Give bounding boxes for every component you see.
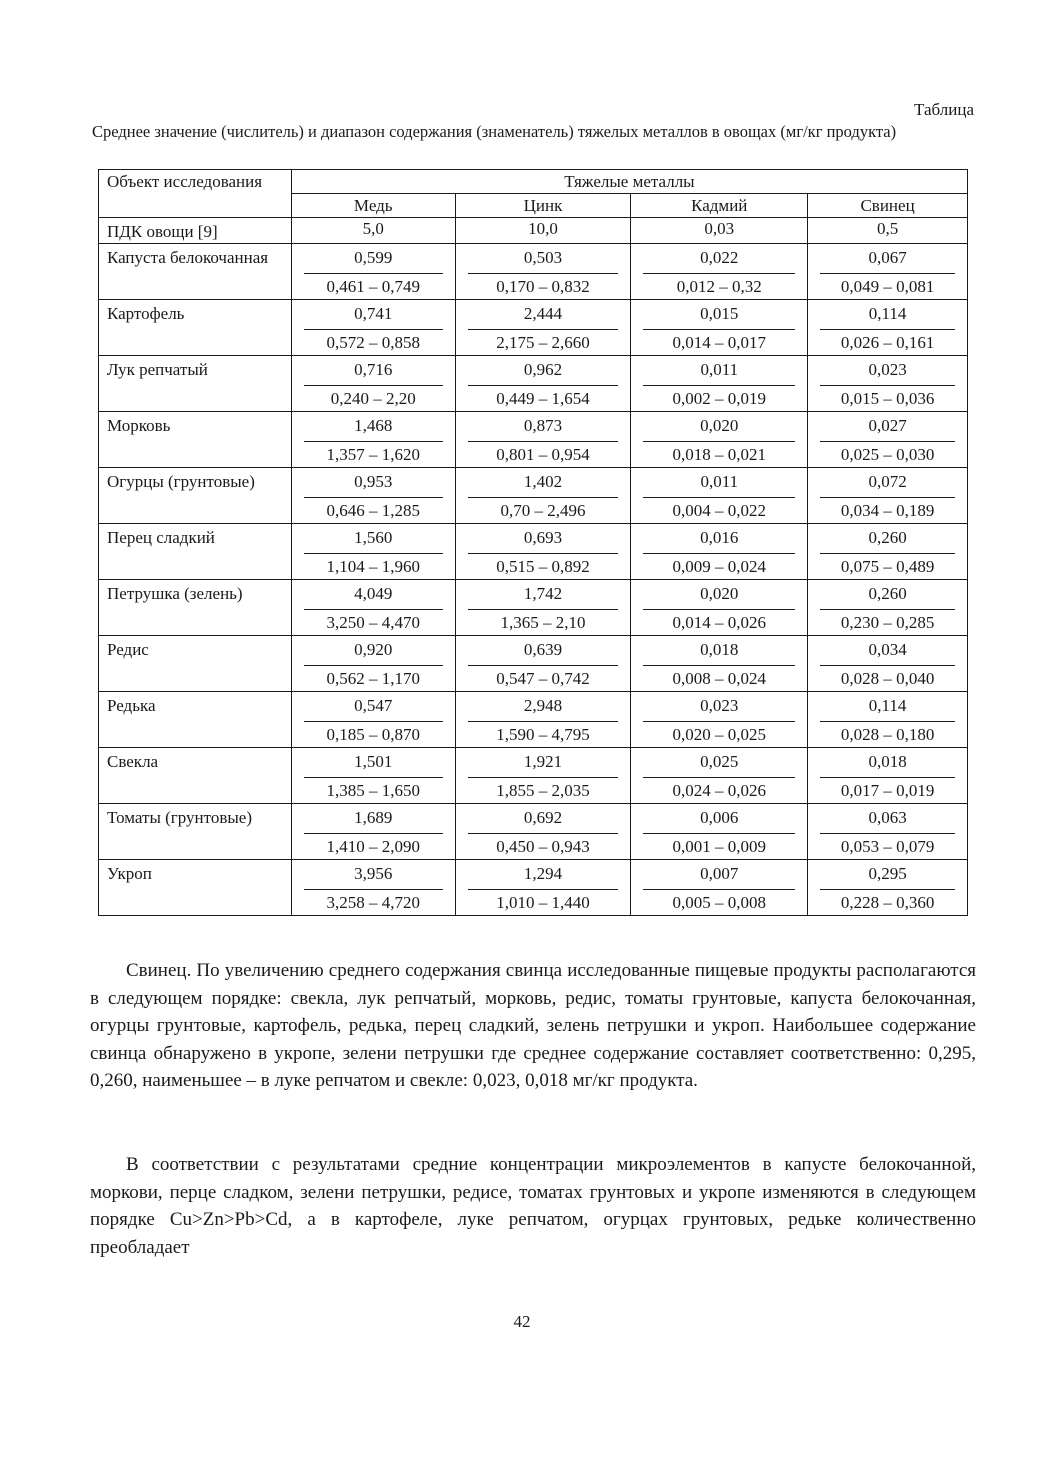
fraction-cell <box>631 412 808 468</box>
row-name: Картофель <box>99 300 292 356</box>
mean-value: 0,503 <box>523 248 563 267</box>
range-value: 0,028 – 0,180 <box>840 725 935 744</box>
paragraph-concentrations: В соответствии с результатами средние концентрации микроэлементов в капусте белокочанной, моркови, перце сладком, зелени петрушки, редисе, томатах грунтовых и укропе изменяются в следующем порядке Cu>Zn>Pb>Cd, а в картофеле, луке репчатом, огурцах грунтовых, редьке количественно преобладает <box>90 1154 976 1258</box>
fraction-cell <box>291 412 455 468</box>
fraction-cell <box>631 804 808 860</box>
fraction-cell <box>631 244 808 300</box>
fraction-cell <box>631 748 808 804</box>
range-value: 0,228 – 0,360 <box>840 893 935 912</box>
fraction-bar <box>643 273 795 274</box>
fraction-bar <box>643 609 795 610</box>
range-value: 0,015 – 0,036 <box>840 389 935 408</box>
range-value: 0,562 – 1,170 <box>326 669 420 688</box>
fraction-bar <box>304 385 443 386</box>
fraction-cell <box>291 748 455 804</box>
mean-value: 0,962 <box>523 360 563 379</box>
range-value: 0,014 – 0,017 <box>672 333 767 352</box>
header-group: Тяжелые металлы <box>291 170 967 194</box>
row-name: Огурцы (грунтовые) <box>99 468 292 524</box>
range-value: 0,025 – 0,030 <box>840 445 935 464</box>
fraction-cell <box>808 692 968 748</box>
range-value: 0,024 – 0,026 <box>672 781 767 800</box>
fraction-bar <box>468 777 619 778</box>
mean-value: 0,063 <box>868 808 907 827</box>
table-row <box>99 748 968 804</box>
mean-value: 0,260 <box>868 528 907 547</box>
mean-value: 0,295 <box>868 864 907 883</box>
table-row <box>99 412 968 468</box>
range-value: 0,230 – 0,285 <box>840 613 935 632</box>
fraction-cell <box>455 300 631 356</box>
range-value: 0,018 – 0,021 <box>672 445 767 464</box>
fraction-bar <box>304 609 443 610</box>
range-value: 1,357 – 1,620 <box>326 445 420 464</box>
fraction-cell <box>291 244 455 300</box>
range-value: 0,002 – 0,019 <box>672 389 767 408</box>
fraction-cell <box>808 748 968 804</box>
range-value: 1,010 – 1,440 <box>496 893 590 912</box>
fraction-bar <box>468 441 619 442</box>
fraction-bar <box>304 441 443 442</box>
fraction-bar <box>820 385 955 386</box>
mean-value: 0,020 <box>700 416 739 435</box>
pdk-value: 10,0 <box>455 218 631 244</box>
range-value: 0,001 – 0,009 <box>672 837 767 856</box>
page-number: 42 <box>513 1312 531 1331</box>
mean-value: 0,639 <box>523 640 563 659</box>
mean-value: 0,025 <box>700 752 739 771</box>
mean-value: 0,018 <box>700 640 739 659</box>
table-row <box>99 580 968 636</box>
range-value: 1,365 – 2,10 <box>500 613 586 632</box>
fraction-bar <box>820 609 955 610</box>
fraction-bar <box>643 665 795 666</box>
table-row <box>99 244 968 300</box>
header-metal-zinc: Цинк <box>455 194 631 218</box>
range-value: 0,053 – 0,079 <box>840 837 935 856</box>
fraction-bar <box>304 777 443 778</box>
table-label: Таблица <box>914 100 974 119</box>
row-name: Укроп <box>99 860 292 916</box>
fraction-cell <box>631 636 808 692</box>
header-metal-cadmium: Кадмий <box>631 194 808 218</box>
fraction-bar <box>468 273 619 274</box>
range-value: 0,049 – 0,081 <box>840 277 935 296</box>
pdk-label: ПДК овощи [9] <box>99 218 292 244</box>
mean-value: 3,956 <box>354 864 393 883</box>
range-value: 0,461 – 0,749 <box>326 277 420 296</box>
range-value: 0,005 – 0,008 <box>672 893 767 912</box>
fraction-bar <box>304 665 443 666</box>
fraction-bar <box>820 833 955 834</box>
table-caption: Среднее значение (числитель) и диапазон содержания (знаменатель) тяжелых металлов в овощах (мг/кг продукта) <box>92 122 897 141</box>
range-value: 0,017 – 0,019 <box>840 781 935 800</box>
range-value: 0,185 – 0,870 <box>326 725 420 744</box>
range-value: 1,104 – 1,960 <box>326 557 420 576</box>
mean-value: 0,011 <box>700 472 739 491</box>
fraction-bar <box>820 273 955 274</box>
fraction-bar <box>820 553 955 554</box>
fraction-bar <box>468 889 619 890</box>
table-row <box>99 468 968 524</box>
paragraph-lead: Свинец. По увеличению среднего содержания свинца исследованные пищевые продукты располагаются в следующем порядке: свекла, лук репчатый, морковь, редис, томаты грунтовые, капуста белокочанная, огурцы грунтовые, картофель, редька, перец сладкий, зелень петрушки и укроп. Наибольшее содержание свинца обнаружено в укропе, зелени петрушки где среднее содержание составляет соответственно: 0,295, 0,260, наименьшее – в луке репчатом и свекле: 0,023, 0,018 мг/кг продукта. <box>90 960 976 1091</box>
fraction-cell <box>808 356 968 412</box>
mean-value: 1,742 <box>523 584 563 603</box>
range-value: 0,075 – 0,489 <box>840 557 935 576</box>
fraction-bar <box>468 665 619 666</box>
mean-value: 0,020 <box>700 584 739 603</box>
range-value: 0,449 – 1,654 <box>496 389 590 408</box>
mean-value: 2,444 <box>523 304 563 323</box>
row-name: Редис <box>99 636 292 692</box>
fraction-cell <box>631 692 808 748</box>
row-name: Петрушка (зелень) <box>99 580 292 636</box>
fraction-cell <box>291 692 455 748</box>
range-value: 0,515 – 0,892 <box>496 557 590 576</box>
mean-value: 0,873 <box>523 416 563 435</box>
pdk-row <box>99 218 968 244</box>
fraction-cell <box>291 580 455 636</box>
header-metal-copper: Медь <box>291 194 455 218</box>
range-value: 0,026 – 0,161 <box>840 333 935 352</box>
mean-value: 0,034 <box>868 640 907 659</box>
range-value: 3,258 – 4,720 <box>326 893 420 912</box>
fraction-cell <box>808 300 968 356</box>
row-name: Свекла <box>99 748 292 804</box>
fraction-bar <box>468 721 619 722</box>
fraction-cell <box>455 356 631 412</box>
mean-value: 0,692 <box>523 808 563 827</box>
mean-value: 0,006 <box>700 808 739 827</box>
fraction-bar <box>468 609 619 610</box>
range-value: 0,004 – 0,022 <box>672 501 767 520</box>
mean-value: 0,027 <box>868 416 907 435</box>
range-value: 0,572 – 0,858 <box>326 333 420 352</box>
fraction-bar <box>304 497 443 498</box>
mean-value: 0,920 <box>354 640 393 659</box>
heavy-metals-table <box>98 169 968 916</box>
mean-value: 1,689 <box>354 808 393 827</box>
mean-value: 1,560 <box>354 528 393 547</box>
mean-value: 1,402 <box>523 472 563 491</box>
fraction-bar <box>304 889 443 890</box>
row-name: Капуста белокочанная <box>99 244 292 300</box>
fraction-cell <box>808 636 968 692</box>
row-name: Редька <box>99 692 292 748</box>
fraction-bar <box>304 833 443 834</box>
fraction-cell <box>291 804 455 860</box>
table-row <box>99 300 968 356</box>
fraction-cell <box>455 580 631 636</box>
fraction-cell <box>631 580 808 636</box>
mean-value: 0,599 <box>354 248 393 267</box>
range-value: 3,250 – 4,470 <box>326 613 420 632</box>
fraction-cell <box>455 468 631 524</box>
fraction-bar <box>820 665 955 666</box>
range-value: 1,410 – 2,090 <box>326 837 420 856</box>
fraction-bar <box>468 385 619 386</box>
fraction-cell <box>455 692 631 748</box>
row-name: Перец сладкий <box>99 524 292 580</box>
fraction-cell <box>631 468 808 524</box>
fraction-bar <box>643 553 795 554</box>
fraction-cell <box>291 524 455 580</box>
row-name: Лук репчатый <box>99 356 292 412</box>
row-name: Морковь <box>99 412 292 468</box>
range-value: 0,450 – 0,943 <box>496 837 590 856</box>
range-value: 0,801 – 0,954 <box>496 445 590 464</box>
fraction-bar <box>643 441 795 442</box>
fraction-cell <box>631 524 808 580</box>
mean-value: 0,114 <box>868 304 907 323</box>
fraction-bar <box>820 889 955 890</box>
fraction-bar <box>468 833 619 834</box>
range-value: 0,020 – 0,025 <box>672 725 767 744</box>
fraction-cell <box>808 244 968 300</box>
range-value: 0,034 – 0,189 <box>840 501 935 520</box>
header-metal-lead: Свинец <box>808 194 968 218</box>
mean-value: 0,741 <box>354 304 393 323</box>
mean-value: 0,018 <box>868 752 907 771</box>
mean-value: 2,948 <box>523 696 563 715</box>
fraction-bar <box>304 273 443 274</box>
fraction-bar <box>820 329 955 330</box>
fraction-bar <box>304 721 443 722</box>
fraction-cell <box>808 524 968 580</box>
table-row <box>99 860 968 916</box>
fraction-cell <box>455 804 631 860</box>
pdk-value: 5,0 <box>291 218 455 244</box>
fraction-bar <box>468 497 619 498</box>
mean-value: 0,072 <box>868 472 907 491</box>
mean-value: 0,016 <box>700 528 739 547</box>
fraction-cell <box>291 636 455 692</box>
table-row <box>99 692 968 748</box>
range-value: 0,014 – 0,026 <box>672 613 767 632</box>
range-value: 0,646 – 1,285 <box>326 501 420 520</box>
range-value: 2,175 – 2,660 <box>496 333 590 352</box>
fraction-bar <box>468 329 619 330</box>
table-row <box>99 524 968 580</box>
range-value: 1,385 – 1,650 <box>326 781 420 800</box>
fraction-cell <box>631 356 808 412</box>
range-value: 1,855 – 2,035 <box>496 781 590 800</box>
mean-value: 0,022 <box>700 248 739 267</box>
fraction-bar <box>468 553 619 554</box>
range-value: 0,240 – 2,20 <box>330 389 416 408</box>
mean-value: 0,011 <box>700 360 739 379</box>
mean-value: 4,049 <box>354 584 393 603</box>
fraction-bar <box>304 553 443 554</box>
fraction-cell <box>455 412 631 468</box>
fraction-bar <box>820 441 955 442</box>
range-value: 0,028 – 0,040 <box>840 669 935 688</box>
mean-value: 0,716 <box>354 360 393 379</box>
range-value: 0,009 – 0,024 <box>672 557 767 576</box>
fraction-bar <box>643 777 795 778</box>
fraction-cell <box>455 748 631 804</box>
mean-value: 0,067 <box>868 248 907 267</box>
pdk-value: 0,5 <box>808 218 968 244</box>
fraction-cell <box>291 300 455 356</box>
fraction-cell <box>455 524 631 580</box>
mean-value: 1,501 <box>354 752 393 771</box>
mean-value: 1,294 <box>523 864 563 883</box>
mean-value: 0,114 <box>868 696 907 715</box>
fraction-bar <box>643 889 795 890</box>
range-value: 0,170 – 0,832 <box>496 277 590 296</box>
mean-value: 0,023 <box>700 696 739 715</box>
mean-value: 0,023 <box>868 360 907 379</box>
table-row <box>99 356 968 412</box>
mean-value: 1,921 <box>523 752 563 771</box>
mean-value: 0,547 <box>354 696 393 715</box>
fraction-cell <box>808 412 968 468</box>
mean-value: 0,015 <box>700 304 739 323</box>
range-value: 0,008 – 0,024 <box>672 669 767 688</box>
mean-value: 1,468 <box>354 416 393 435</box>
fraction-cell <box>808 860 968 916</box>
fraction-cell <box>631 860 808 916</box>
fraction-cell <box>291 860 455 916</box>
fraction-cell <box>808 580 968 636</box>
fraction-cell <box>808 804 968 860</box>
mean-value: 0,693 <box>523 528 563 547</box>
fraction-cell <box>808 468 968 524</box>
pdk-value: 0,03 <box>631 218 808 244</box>
table-row <box>99 636 968 692</box>
range-value: 1,590 – 4,795 <box>496 725 590 744</box>
fraction-bar <box>643 329 795 330</box>
header-object: Объект исследования <box>99 170 292 218</box>
mean-value: 0,953 <box>354 472 393 491</box>
fraction-bar <box>820 777 955 778</box>
table-row <box>99 804 968 860</box>
range-value: 0,012 – 0,32 <box>676 277 762 296</box>
fraction-cell <box>455 244 631 300</box>
mean-value: 0,260 <box>868 584 907 603</box>
fraction-bar <box>643 497 795 498</box>
fraction-cell <box>291 468 455 524</box>
fraction-bar <box>820 721 955 722</box>
fraction-bar <box>643 385 795 386</box>
fraction-bar <box>643 833 795 834</box>
fraction-cell <box>455 636 631 692</box>
fraction-cell <box>631 300 808 356</box>
mean-value: 0,007 <box>700 864 739 883</box>
range-value: 0,547 – 0,742 <box>496 669 590 688</box>
fraction-cell <box>455 860 631 916</box>
fraction-bar <box>820 497 955 498</box>
range-value: 0,70 – 2,496 <box>500 501 586 520</box>
fraction-cell <box>291 356 455 412</box>
fraction-bar <box>643 721 795 722</box>
row-name: Томаты (грунтовые) <box>99 804 292 860</box>
fraction-bar <box>304 329 443 330</box>
